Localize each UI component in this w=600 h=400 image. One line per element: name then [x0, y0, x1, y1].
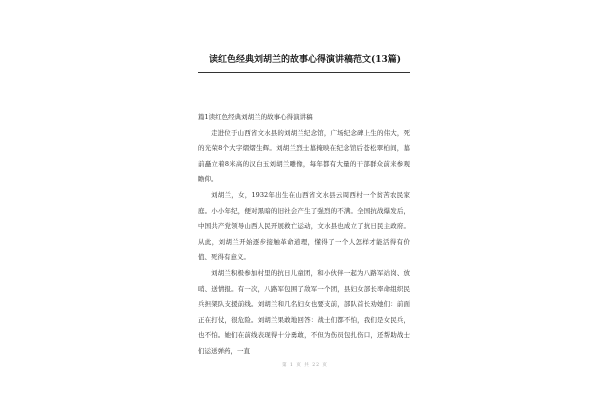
paragraph-1: 走进位于山西省文水县的刘胡兰纪念馆，广场纪念碑上生的伟大，死的光荣8个大字熠熠生辉。刘胡兰烈士墓掩映在纪念馆后苍松翠柏间，墓前矗立着8米高的汉白玉刘胡兰雕像，每年都有大量的干部群众前来参观瞻仰。 — [198, 128, 410, 184]
document-body — [198, 110, 410, 360]
paragraph-2: 刘胡兰，女，1932年出生在山西省文水县云周西村一个贫苦农民家庭。小小年纪，便对黑暗的旧社会产生了强烈的不满。全国抗战爆发后，中国共产党领导山西人民开展救亡运动，文水县也成立了抗日民主政府。从此，刘胡兰开始逐步接触革命道理，懂得了一个人怎样才能活得有价值、死得有意义。 — [198, 190, 410, 262]
document-title: 读红色经典刘胡兰的故事心得演讲稿范文(13篇) — [208, 55, 402, 65]
section-heading: 篇1读红色经典刘胡兰的故事心得演讲稿 — [198, 113, 313, 121]
paragraph-3: 刘胡兰积极参加村里的抗日儿童团，和小伙伴一起为八路军站岗、放哨、送情报。有一次，八路军包围了敌军一个团，县妇女部长率命组织民兵担架队支援前线。刘胡兰和几名妇女也要支前，部队首长劝她们：前面正在打仗，很危险。刘胡兰果敢地回答：战士们都不怕，我们是女民兵，也不怕。她们在前线表现得十分勇敢，不但为伤员包扎伤口，还帮助战士们运送弹药，一直 — [198, 268, 410, 355]
page-footer: 第 1 页 共 22 页 — [282, 363, 328, 368]
title-divider — [198, 72, 410, 73]
